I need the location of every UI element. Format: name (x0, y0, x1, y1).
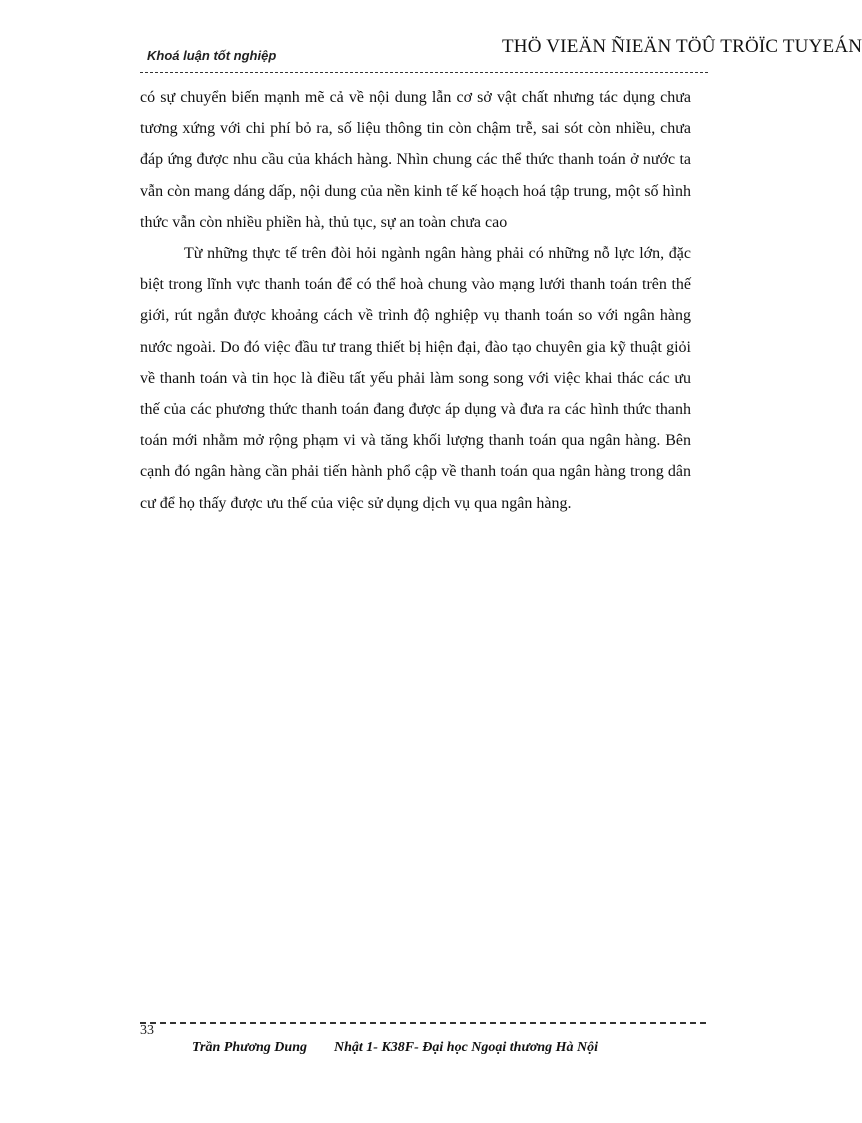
footer-class-info: Nhật 1- K38F- Đại học Ngoại thương Hà Nội (334, 1040, 599, 1055)
footer-author: Trần Phương Dung (192, 1040, 307, 1055)
paragraph-continued: có sự chuyển biến mạnh mẽ cả về nội dung lẫn cơ sở vật chất nhưng tác dụng chưa tương xứng với chi phí bỏ ra, số liệu thông tin còn chậm trễ, sai sót còn nhiều, chưa đáp ứng được nhu cầu của khách hàng. Nhìn chung các thể thức thanh toán ở nước ta vẫn còn mang dáng dấp, nội dung của nền kinh tế kế hoạch hoá tập trung, một số hình thức vẫn còn nhiều phiền hà, thủ tục, sự an toàn chưa cao (140, 89, 691, 231)
body-text (140, 82, 691, 519)
paragraph: Từ những thực tế trên đòi hỏi ngành ngân hàng phải có những nỗ lực lớn, đặc biệt trong lĩnh vực thanh toán để có thể hoà chung vào mạng lưới thanh toán trên thế giới, rút ngắn được khoảng cách về trình độ nghiệp vụ thanh toán so với ngân hàng nước ngoài. Do đó việc đầu tư trang thiết bị hiện đại, đào tạo chuyên gia kỹ thuật giỏi về thanh toán và tin học là điều tất yếu phải làm song song với việc khai thác các ưu thế của các phương thức thanh toán đang được áp dụng và đưa ra các hình thức thanh toán mới nhằm mở rộng phạm vi và tăng khối lượng thanh toán qua ngân hàng. Bên cạnh đó ngân hàng cần phải tiến hành phổ cập về thanh toán qua ngân hàng trong dân cư để họ thấy được ưu thế của việc sử dụng dịch vụ qua ngân hàng. (140, 245, 691, 512)
footer-divider (140, 1022, 706, 1024)
header-divider (140, 72, 708, 73)
header-left-title: Khoá luận tốt nghiệp (147, 48, 277, 63)
header-right-title: THÖ VIEÄN ÑIEÄN TÖÛ TRÖÏC TUYEÁN (502, 36, 862, 57)
page-number: 33 (140, 1023, 154, 1038)
